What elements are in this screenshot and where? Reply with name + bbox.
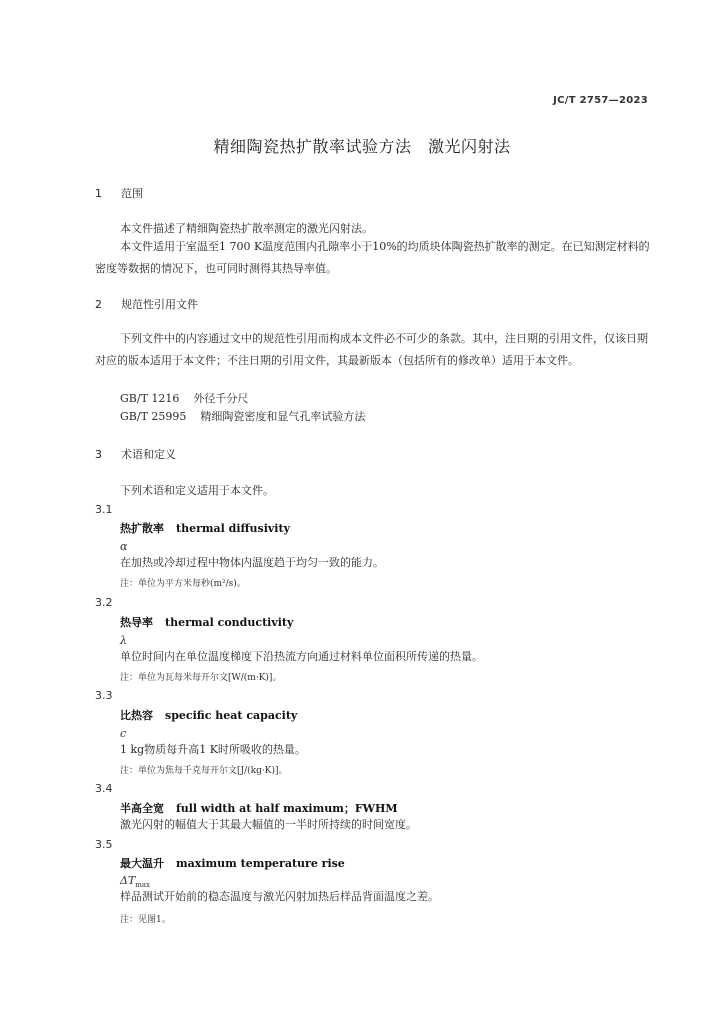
section-2-heading: [95, 296, 198, 312]
section-number: 3: [95, 448, 102, 461]
term-note: 注：单位为平方米每秒(m²/s)。: [120, 579, 246, 589]
term-number: 3.4: [95, 782, 113, 795]
paragraph: 本文件描述了精细陶瓷热扩散率测定的激光闪射法。: [120, 222, 373, 235]
term-zh: 半高全宽: [120, 802, 164, 815]
term-en: thermal conductivity: [165, 616, 294, 629]
document-title: 精细陶瓷热扩散率试验方法 激光闪射法: [213, 137, 511, 156]
paragraph: 下列术语和定义适用于本文件。: [120, 484, 274, 497]
section-number: 2: [95, 298, 102, 311]
paragraph: 下列文件中的内容通过文中的规范性引用而构成本文件必不可少的条款。其中，注日期的引用文件，仅该日期对应的版本适用于本文件；不注日期的引用文件，其最新版本（包括所有的修改单）适用于本文件。: [95, 332, 648, 367]
term-heading: [120, 614, 293, 630]
term-number: 3.1: [95, 503, 113, 516]
reference-item: [120, 406, 365, 428]
symbol-main: ΔT: [120, 874, 136, 887]
term-number: 3.2: [95, 596, 113, 609]
term-zh: 热扩散率: [120, 522, 164, 535]
term-heading: [120, 707, 297, 723]
reference-code: GB/T 1216: [120, 392, 180, 405]
term-symbol: λ: [120, 634, 127, 647]
term-en: full width at half maximum；FWHM: [176, 802, 398, 815]
term-number: 3.3: [95, 689, 113, 702]
term-symbol: c: [120, 727, 127, 740]
term-number: 3.5: [95, 838, 113, 851]
standard-number: JC/T 2757—2023: [553, 95, 648, 106]
term-zh: 最大温升: [120, 857, 164, 870]
term-en: specific heat capacity: [165, 709, 298, 722]
term-zh: 比热容: [120, 709, 153, 722]
section-title: 规范性引用文件: [121, 298, 198, 311]
term-symbol: α: [120, 540, 128, 553]
paragraph: 本文件适用于室温至1 700 K温度范围内孔隙率小于10%的均质块体陶瓷热扩散率的测定。在已知测定材料的密度等数据的情况下，也可同时测得其热导率值。: [95, 240, 650, 275]
term-note: 注：见图1。: [120, 915, 171, 925]
section-title: 范围: [121, 187, 143, 200]
section-number: 1: [95, 187, 102, 200]
term-note: 注：单位为焦每千克每开尔文[J/(kg·K)]。: [120, 766, 288, 776]
term-definition: 激光闪射的幅值大于其最大幅值的一半时所持续的时间宽度。: [120, 818, 417, 831]
term-note: 注：单位为瓦每米每开尔文[W/(m·K)]。: [120, 673, 282, 683]
reference-code: GB/T 25995: [120, 410, 187, 423]
term-en: maximum temperature rise: [176, 857, 345, 870]
term-en: thermal diffusivity: [176, 522, 290, 535]
term-heading: [120, 520, 290, 536]
section-1-heading: [95, 185, 143, 201]
section-3-heading: [95, 446, 176, 462]
term-definition: 在加热或冷却过程中物体内温度趋于均匀一致的能力。: [120, 556, 384, 569]
term-heading: [120, 855, 345, 871]
term-definition: 样品测试开始前的稳态温度与激光闪射加热后样品背面温度之差。: [120, 890, 439, 903]
reference-name: 精细陶瓷密度和显气孔率试验方法: [200, 410, 366, 423]
term-zh: 热导率: [120, 616, 153, 629]
term-definition: 1 kg物质每升高1 K时所吸收的热量。: [120, 743, 306, 756]
reference-name: 外径千分尺: [193, 392, 249, 405]
term-definition: 单位时间内在单位温度梯度下沿热流方向通过材料单位面积所传递的热量。: [120, 650, 483, 663]
symbol-subscript: max: [135, 881, 151, 890]
section-title: 术语和定义: [121, 448, 176, 461]
